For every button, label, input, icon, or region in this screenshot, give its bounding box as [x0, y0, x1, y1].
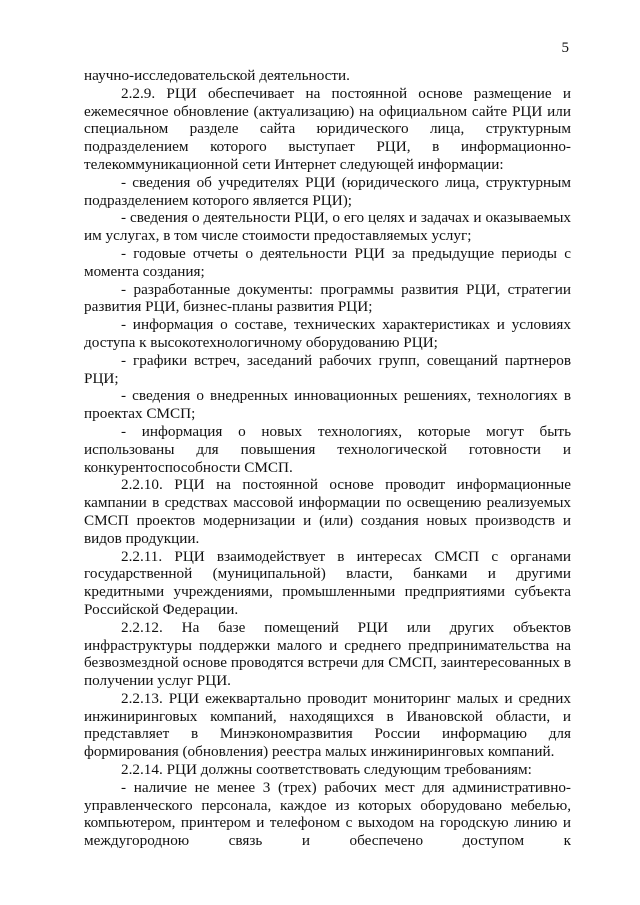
- document-body: [84, 67, 571, 850]
- list-item-workplaces: - наличие не менее 3 (трех) рабочих мест для административно-управленческого персонала, каждое из которых оборудовано мебелью, компьютером, принтером и телефоном с выходом на городскую линию и междугородною связь и обеспечено доступом к: [84, 778, 571, 850]
- list-item-equipment: - информация о составе, технических характеристиках и условиях доступа к высокотехнологичному оборудованию РЦИ;: [84, 316, 571, 351]
- list-item-schedules: - графики встреч, заседаний рабочих групп, совещаний партнеров РЦИ;: [84, 351, 571, 387]
- paragraph-2-2-10: 2.2.10. РЦИ на постоянной основе проводит информационные кампании в средствах массовой информации по освещению реализуемых СМСП проектов модернизации и (или) создания новых производств и видов продукции.: [84, 476, 571, 547]
- page-number: 5: [561, 40, 569, 56]
- list-item-new-technologies: - информация о новых технологиях, которые могут быть использованы для повышения технологической готовности и конкурентоспособности СМСП.: [84, 422, 571, 476]
- paragraph-2-2-12: 2.2.12. На базе помещений РЦИ или других объектов инфраструктуры поддержки малого и среднего предпринимательства на безвозмездной основе проводятся встречи для СМСП, заинтересованных в получении услуг РЦИ.: [84, 618, 571, 690]
- list-item-annual-reports: - годовые отчеты о деятельности РЦИ за предыдущие периоды с момента создания;: [84, 244, 571, 280]
- paragraph-2-2-14: 2.2.14. РЦИ должны соответствовать следующим требованиям:: [121, 761, 532, 779]
- paragraph-2-2-13: 2.2.13. РЦИ ежеквартально проводит мониторинг малых и средних инжиниринговых компаний, находящихся в Ивановской области, и представляет в Минэкономразвития России информацию для формирования (обновления) реестра малых инжиниринговых компаний.: [84, 689, 571, 761]
- paragraph-continuation: научно-исследовательской деятельности.: [84, 67, 350, 84]
- list-item-innovations: - сведения о внедренных инновационных решениях, технологиях в проектах СМСП;: [84, 387, 571, 423]
- paragraph-2-2-11: 2.2.11. РЦИ взаимодействует в интересах СМСП с органами государственной (муниципальной) власти, банками и другими кредитными учреждениями, промышленными предприятиями субъекта Российской Федерации.: [84, 547, 571, 618]
- list-item-founders: - сведения об учредителях РЦИ (юридического лица, структурным подразделением которого является РЦИ);: [84, 173, 571, 209]
- list-item-activity: - сведения о деятельности РЦИ, о его целях и задачах и оказываемых им услугах, в том числе стоимости предоставляемых услуг;: [84, 209, 571, 245]
- list-item-documents: - разработанные документы: программы развития РЦИ, стратегии развития РЦИ, бизнес-планы развития РЦИ;: [84, 280, 571, 316]
- paragraph-2-2-9: 2.2.9. РЦИ обеспечивает на постоянной основе размещение и ежемесячное обновление (актуализацию) на официальном сайте РЦИ или специальном разделе сайта юридического лица, структурным подразделением которого выступает РЦИ, в информационно-телекоммуникационной сети Интернет следующей информации:: [84, 84, 571, 173]
